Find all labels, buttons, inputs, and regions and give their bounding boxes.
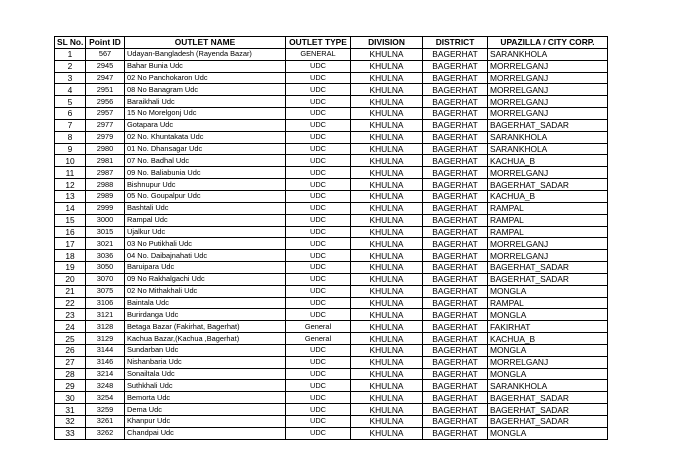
district-cell: BAGERHAT bbox=[423, 250, 488, 262]
division-cell: KHULNA bbox=[351, 404, 423, 416]
outlet-name-cell: Baraikhali Udc bbox=[125, 96, 286, 108]
header-sl-no: SL No. bbox=[55, 37, 86, 49]
outlet-name-cell: Gotapara Udc bbox=[125, 119, 286, 131]
sl-no-cell: 22 bbox=[55, 297, 86, 309]
point-id-cell: 3254 bbox=[86, 392, 125, 404]
district-cell: BAGERHAT bbox=[423, 416, 488, 428]
outlet-name-cell: 03 No Putikhali Udc bbox=[125, 238, 286, 250]
upazilla-cell: MORRELGANJ bbox=[488, 96, 608, 108]
outlet-name-cell: 09 No Rakhalgachi Udc bbox=[125, 273, 286, 285]
outlet-type-cell: UDC bbox=[286, 238, 351, 250]
upazilla-cell: SARANKHOLA bbox=[488, 48, 608, 60]
division-cell: KHULNA bbox=[351, 309, 423, 321]
district-cell: BAGERHAT bbox=[423, 226, 488, 238]
table-row bbox=[55, 321, 608, 333]
upazilla-cell: RAMPAL bbox=[488, 214, 608, 226]
header-upazilla: UPAZILLA / CITY CORP. bbox=[488, 37, 608, 49]
table-row bbox=[55, 60, 608, 72]
sl-no-cell: 25 bbox=[55, 333, 86, 345]
outlet-name-cell: 07 No. Badhal Udc bbox=[125, 155, 286, 167]
point-id-cell: 2945 bbox=[86, 60, 125, 72]
district-cell: BAGERHAT bbox=[423, 84, 488, 96]
outlet-name-cell: Bishnupur Udc bbox=[125, 179, 286, 191]
division-cell: KHULNA bbox=[351, 214, 423, 226]
division-cell: KHULNA bbox=[351, 333, 423, 345]
division-cell: KHULNA bbox=[351, 131, 423, 143]
division-cell: KHULNA bbox=[351, 155, 423, 167]
division-cell: KHULNA bbox=[351, 202, 423, 214]
district-cell: BAGERHAT bbox=[423, 368, 488, 380]
upazilla-cell: MORRELGANJ bbox=[488, 108, 608, 120]
point-id-cell: 3128 bbox=[86, 321, 125, 333]
upazilla-cell: BAGERHAT_SADAR bbox=[488, 416, 608, 428]
district-cell: BAGERHAT bbox=[423, 214, 488, 226]
outlet-type-cell: UDC bbox=[286, 297, 351, 309]
district-cell: BAGERHAT bbox=[423, 285, 488, 297]
upazilla-cell: MORRELGANJ bbox=[488, 238, 608, 250]
upazilla-cell: MORRELGANJ bbox=[488, 356, 608, 368]
upazilla-cell: SARANKHOLA bbox=[488, 143, 608, 155]
sl-no-cell: 30 bbox=[55, 392, 86, 404]
outlet-name-cell: Sundarban Udc bbox=[125, 344, 286, 356]
table-row bbox=[55, 155, 608, 167]
table-row bbox=[55, 404, 608, 416]
point-id-cell: 3248 bbox=[86, 380, 125, 392]
division-cell: KHULNA bbox=[351, 368, 423, 380]
sl-no-cell: 2 bbox=[55, 60, 86, 72]
outlet-name-cell: Kachua Bazar,(Kachua ,Bagerhat) bbox=[125, 333, 286, 345]
division-cell: KHULNA bbox=[351, 297, 423, 309]
district-cell: BAGERHAT bbox=[423, 392, 488, 404]
outlet-name-cell: 09 No. Baliabunia Udc bbox=[125, 167, 286, 179]
sl-no-cell: 9 bbox=[55, 143, 86, 155]
upazilla-cell: SARANKHOLA bbox=[488, 380, 608, 392]
table-row bbox=[55, 238, 608, 250]
division-cell: KHULNA bbox=[351, 262, 423, 274]
division-cell: KHULNA bbox=[351, 60, 423, 72]
outlet-name-cell: Udayan-Bangladesh (Rayenda Bazar) bbox=[125, 48, 286, 60]
outlet-type-cell: UDC bbox=[286, 404, 351, 416]
outlet-type-cell: UDC bbox=[286, 60, 351, 72]
district-cell: BAGERHAT bbox=[423, 48, 488, 60]
outlet-type-cell: UDC bbox=[286, 356, 351, 368]
outlet-name-cell: Bashtali Udc bbox=[125, 202, 286, 214]
upazilla-cell: RAMPAL bbox=[488, 226, 608, 238]
sl-no-cell: 26 bbox=[55, 344, 86, 356]
district-cell: BAGERHAT bbox=[423, 60, 488, 72]
upazilla-cell: BAGERHAT_SADAR bbox=[488, 179, 608, 191]
point-id-cell: 2947 bbox=[86, 72, 125, 84]
outlet-type-cell: UDC bbox=[286, 344, 351, 356]
outlet-type-cell: General bbox=[286, 321, 351, 333]
upazilla-cell: RAMPAL bbox=[488, 297, 608, 309]
division-cell: KHULNA bbox=[351, 84, 423, 96]
outlet-name-cell: 02 No Panchokaron Udc bbox=[125, 72, 286, 84]
division-cell: KHULNA bbox=[351, 108, 423, 120]
upazilla-cell: BAGERHAT_SADAR bbox=[488, 262, 608, 274]
division-cell: KHULNA bbox=[351, 321, 423, 333]
outlet-type-cell: UDC bbox=[286, 380, 351, 392]
division-cell: KHULNA bbox=[351, 96, 423, 108]
outlet-type-cell: UDC bbox=[286, 273, 351, 285]
table-row bbox=[55, 119, 608, 131]
division-cell: KHULNA bbox=[351, 344, 423, 356]
division-cell: KHULNA bbox=[351, 392, 423, 404]
point-id-cell: 2951 bbox=[86, 84, 125, 96]
outlet-type-cell: GENERAL bbox=[286, 48, 351, 60]
outlet-name-cell: Betaga Bazar (Fakirhat, Bagerhat) bbox=[125, 321, 286, 333]
sl-no-cell: 23 bbox=[55, 309, 86, 321]
district-cell: BAGERHAT bbox=[423, 356, 488, 368]
division-cell: KHULNA bbox=[351, 119, 423, 131]
outlet-type-cell: UDC bbox=[286, 167, 351, 179]
outlet-type-cell: UDC bbox=[286, 190, 351, 202]
table-row bbox=[55, 108, 608, 120]
outlet-name-cell: Suthkhali Udc bbox=[125, 380, 286, 392]
table-row bbox=[55, 202, 608, 214]
division-cell: KHULNA bbox=[351, 250, 423, 262]
header-point-id: Point ID bbox=[86, 37, 125, 49]
table-row bbox=[55, 392, 608, 404]
point-id-cell: 2987 bbox=[86, 167, 125, 179]
point-id-cell: 3146 bbox=[86, 356, 125, 368]
table-row bbox=[55, 309, 608, 321]
point-id-cell: 3021 bbox=[86, 238, 125, 250]
district-cell: BAGERHAT bbox=[423, 143, 488, 155]
division-cell: KHULNA bbox=[351, 380, 423, 392]
outlet-type-cell: UDC bbox=[286, 155, 351, 167]
sl-no-cell: 8 bbox=[55, 131, 86, 143]
outlet-sheet bbox=[54, 36, 608, 440]
upazilla-cell: FAKIRHAT bbox=[488, 321, 608, 333]
upazilla-cell: KACHUA_B bbox=[488, 190, 608, 202]
upazilla-cell: MORRELGANJ bbox=[488, 84, 608, 96]
sl-no-cell: 17 bbox=[55, 238, 86, 250]
header-row bbox=[55, 37, 608, 49]
outlet-name-cell: 15 No Morelgonj Udc bbox=[125, 108, 286, 120]
outlet-name-cell: Dema Udc bbox=[125, 404, 286, 416]
point-id-cell: 3106 bbox=[86, 297, 125, 309]
division-cell: KHULNA bbox=[351, 167, 423, 179]
outlet-name-cell: Nishanbaria Udc bbox=[125, 356, 286, 368]
sl-no-cell: 3 bbox=[55, 72, 86, 84]
table-row bbox=[55, 262, 608, 274]
point-id-cell: 3259 bbox=[86, 404, 125, 416]
district-cell: BAGERHAT bbox=[423, 190, 488, 202]
table-row bbox=[55, 297, 608, 309]
table-row bbox=[55, 250, 608, 262]
table-row bbox=[55, 179, 608, 191]
outlet-name-cell: Burirdanga Udc bbox=[125, 309, 286, 321]
table-row bbox=[55, 226, 608, 238]
district-cell: BAGERHAT bbox=[423, 297, 488, 309]
district-cell: BAGERHAT bbox=[423, 167, 488, 179]
division-cell: KHULNA bbox=[351, 285, 423, 297]
outlet-name-cell: Bemorta Udc bbox=[125, 392, 286, 404]
sl-no-cell: 33 bbox=[55, 427, 86, 439]
division-cell: KHULNA bbox=[351, 416, 423, 428]
sl-no-cell: 14 bbox=[55, 202, 86, 214]
table-row bbox=[55, 333, 608, 345]
division-cell: KHULNA bbox=[351, 190, 423, 202]
sl-no-cell: 4 bbox=[55, 84, 86, 96]
upazilla-cell: MONGLA bbox=[488, 309, 608, 321]
district-cell: BAGERHAT bbox=[423, 309, 488, 321]
point-id-cell: 3015 bbox=[86, 226, 125, 238]
sl-no-cell: 28 bbox=[55, 368, 86, 380]
sl-no-cell: 21 bbox=[55, 285, 86, 297]
district-cell: BAGERHAT bbox=[423, 238, 488, 250]
sl-no-cell: 32 bbox=[55, 416, 86, 428]
header-district: DISTRICT bbox=[423, 37, 488, 49]
point-id-cell: 2999 bbox=[86, 202, 125, 214]
table-row bbox=[55, 143, 608, 155]
outlet-name-cell: Sonailtala Udc bbox=[125, 368, 286, 380]
table-row bbox=[55, 344, 608, 356]
outlet-type-cell: UDC bbox=[286, 143, 351, 155]
point-id-cell: 3000 bbox=[86, 214, 125, 226]
district-cell: BAGERHAT bbox=[423, 202, 488, 214]
outlet-type-cell: UDC bbox=[286, 202, 351, 214]
outlet-name-cell: Rampal Udc bbox=[125, 214, 286, 226]
upazilla-cell: MONGLA bbox=[488, 368, 608, 380]
outlet-type-cell: General bbox=[286, 333, 351, 345]
district-cell: BAGERHAT bbox=[423, 131, 488, 143]
upazilla-cell: MORRELGANJ bbox=[488, 60, 608, 72]
outlet-type-cell: UDC bbox=[286, 427, 351, 439]
sl-no-cell: 6 bbox=[55, 108, 86, 120]
table-row bbox=[55, 273, 608, 285]
upazilla-cell: KACHUA_B bbox=[488, 155, 608, 167]
sl-no-cell: 16 bbox=[55, 226, 86, 238]
outlet-name-cell: 01 No. Dhansagar Udc bbox=[125, 143, 286, 155]
sl-no-cell: 15 bbox=[55, 214, 86, 226]
outlet-name-cell: Khanpur Udc bbox=[125, 416, 286, 428]
point-id-cell: 3075 bbox=[86, 285, 125, 297]
outlet-name-cell: Baruipara Udc bbox=[125, 262, 286, 274]
point-id-cell: 3262 bbox=[86, 427, 125, 439]
sl-no-cell: 24 bbox=[55, 321, 86, 333]
point-id-cell: 3261 bbox=[86, 416, 125, 428]
sl-no-cell: 10 bbox=[55, 155, 86, 167]
point-id-cell: 3121 bbox=[86, 309, 125, 321]
sl-no-cell: 5 bbox=[55, 96, 86, 108]
outlet-type-cell: UDC bbox=[286, 72, 351, 84]
point-id-cell: 3070 bbox=[86, 273, 125, 285]
district-cell: BAGERHAT bbox=[423, 404, 488, 416]
outlet-type-cell: UDC bbox=[286, 285, 351, 297]
division-cell: KHULNA bbox=[351, 427, 423, 439]
district-cell: BAGERHAT bbox=[423, 155, 488, 167]
table-row bbox=[55, 285, 608, 297]
outlet-type-cell: UDC bbox=[286, 309, 351, 321]
point-id-cell: 3050 bbox=[86, 262, 125, 274]
district-cell: BAGERHAT bbox=[423, 273, 488, 285]
district-cell: BAGERHAT bbox=[423, 108, 488, 120]
sl-no-cell: 19 bbox=[55, 262, 86, 274]
outlet-name-cell: Baintala Udc bbox=[125, 297, 286, 309]
outlet-type-cell: UDC bbox=[286, 131, 351, 143]
point-id-cell: 3129 bbox=[86, 333, 125, 345]
outlet-name-cell: Bahar Bunia Udc bbox=[125, 60, 286, 72]
upazilla-cell: MORRELGANJ bbox=[488, 167, 608, 179]
table-row bbox=[55, 380, 608, 392]
division-cell: KHULNA bbox=[351, 238, 423, 250]
district-cell: BAGERHAT bbox=[423, 344, 488, 356]
point-id-cell: 3144 bbox=[86, 344, 125, 356]
table-row bbox=[55, 84, 608, 96]
upazilla-cell: MORRELGANJ bbox=[488, 250, 608, 262]
table-row bbox=[55, 131, 608, 143]
district-cell: BAGERHAT bbox=[423, 321, 488, 333]
sl-no-cell: 11 bbox=[55, 167, 86, 179]
outlet-type-cell: UDC bbox=[286, 84, 351, 96]
outlet-name-cell: Ujalkur Udc bbox=[125, 226, 286, 238]
division-cell: KHULNA bbox=[351, 273, 423, 285]
district-cell: BAGERHAT bbox=[423, 427, 488, 439]
sl-no-cell: 13 bbox=[55, 190, 86, 202]
table-row bbox=[55, 72, 608, 84]
table-row bbox=[55, 368, 608, 380]
outlet-type-cell: UDC bbox=[286, 108, 351, 120]
district-cell: BAGERHAT bbox=[423, 72, 488, 84]
outlet-type-cell: UDC bbox=[286, 416, 351, 428]
outlet-type-cell: UDC bbox=[286, 392, 351, 404]
sl-no-cell: 18 bbox=[55, 250, 86, 262]
division-cell: KHULNA bbox=[351, 143, 423, 155]
sl-no-cell: 7 bbox=[55, 119, 86, 131]
division-cell: KHULNA bbox=[351, 356, 423, 368]
district-cell: BAGERHAT bbox=[423, 262, 488, 274]
upazilla-cell: BAGERHAT_SADAR bbox=[488, 392, 608, 404]
sl-no-cell: 29 bbox=[55, 380, 86, 392]
outlet-name-cell: Chandpai Udc bbox=[125, 427, 286, 439]
outlet-name-cell: 02 No. Khuntakata Udc bbox=[125, 131, 286, 143]
district-cell: BAGERHAT bbox=[423, 333, 488, 345]
upazilla-cell: KACHUA_B bbox=[488, 333, 608, 345]
outlet-name-cell: 05 No. Goupalpur Udc bbox=[125, 190, 286, 202]
table-row bbox=[55, 214, 608, 226]
outlet-type-cell: UDC bbox=[286, 179, 351, 191]
point-id-cell: 2980 bbox=[86, 143, 125, 155]
upazilla-cell: BAGERHAT_SADAR bbox=[488, 273, 608, 285]
division-cell: KHULNA bbox=[351, 226, 423, 238]
point-id-cell: 2956 bbox=[86, 96, 125, 108]
upazilla-cell: MONGLA bbox=[488, 427, 608, 439]
upazilla-cell: SARANKHOLA bbox=[488, 131, 608, 143]
sl-no-cell: 20 bbox=[55, 273, 86, 285]
table-row bbox=[55, 48, 608, 60]
table-body bbox=[55, 48, 608, 439]
division-cell: KHULNA bbox=[351, 48, 423, 60]
division-cell: KHULNA bbox=[351, 72, 423, 84]
district-cell: BAGERHAT bbox=[423, 96, 488, 108]
outlet-name-cell: 02 No Mithakhali Udc bbox=[125, 285, 286, 297]
upazilla-cell: BAGERHAT_SADAR bbox=[488, 119, 608, 131]
sl-no-cell: 31 bbox=[55, 404, 86, 416]
table-row bbox=[55, 96, 608, 108]
outlet-type-cell: UDC bbox=[286, 262, 351, 274]
outlet-type-cell: UDC bbox=[286, 250, 351, 262]
point-id-cell: 2988 bbox=[86, 179, 125, 191]
outlet-name-cell: 08 No Banagram Udc bbox=[125, 84, 286, 96]
point-id-cell: 2989 bbox=[86, 190, 125, 202]
point-id-cell: 2957 bbox=[86, 108, 125, 120]
table-row bbox=[55, 427, 608, 439]
district-cell: BAGERHAT bbox=[423, 179, 488, 191]
upazilla-cell: RAMPAL bbox=[488, 202, 608, 214]
outlet-name-cell: 04 No. Daibajnahati Udc bbox=[125, 250, 286, 262]
point-id-cell: 2981 bbox=[86, 155, 125, 167]
upazilla-cell: MONGLA bbox=[488, 344, 608, 356]
header-outlet-name: OUTLET NAME bbox=[125, 37, 286, 49]
outlet-type-cell: UDC bbox=[286, 368, 351, 380]
upazilla-cell: MORRELGANJ bbox=[488, 72, 608, 84]
header-outlet-type: OUTLET TYPE bbox=[286, 37, 351, 49]
upazilla-cell: BAGERHAT_SADAR bbox=[488, 404, 608, 416]
table-row bbox=[55, 190, 608, 202]
sl-no-cell: 27 bbox=[55, 356, 86, 368]
upazilla-cell: MONGLA bbox=[488, 285, 608, 297]
district-cell: BAGERHAT bbox=[423, 119, 488, 131]
outlet-type-cell: UDC bbox=[286, 214, 351, 226]
outlet-type-cell: UDC bbox=[286, 119, 351, 131]
outlet-type-cell: UDC bbox=[286, 96, 351, 108]
header-division: DIVISION bbox=[351, 37, 423, 49]
point-id-cell: 2979 bbox=[86, 131, 125, 143]
point-id-cell: 567 bbox=[86, 48, 125, 60]
district-cell: BAGERHAT bbox=[423, 380, 488, 392]
outlet-table bbox=[54, 36, 608, 440]
table-row bbox=[55, 167, 608, 179]
point-id-cell: 3214 bbox=[86, 368, 125, 380]
table-row bbox=[55, 416, 608, 428]
division-cell: KHULNA bbox=[351, 179, 423, 191]
point-id-cell: 2977 bbox=[86, 119, 125, 131]
table-row bbox=[55, 356, 608, 368]
outlet-type-cell: UDC bbox=[286, 226, 351, 238]
sl-no-cell: 12 bbox=[55, 179, 86, 191]
sl-no-cell: 1 bbox=[55, 48, 86, 60]
point-id-cell: 3036 bbox=[86, 250, 125, 262]
